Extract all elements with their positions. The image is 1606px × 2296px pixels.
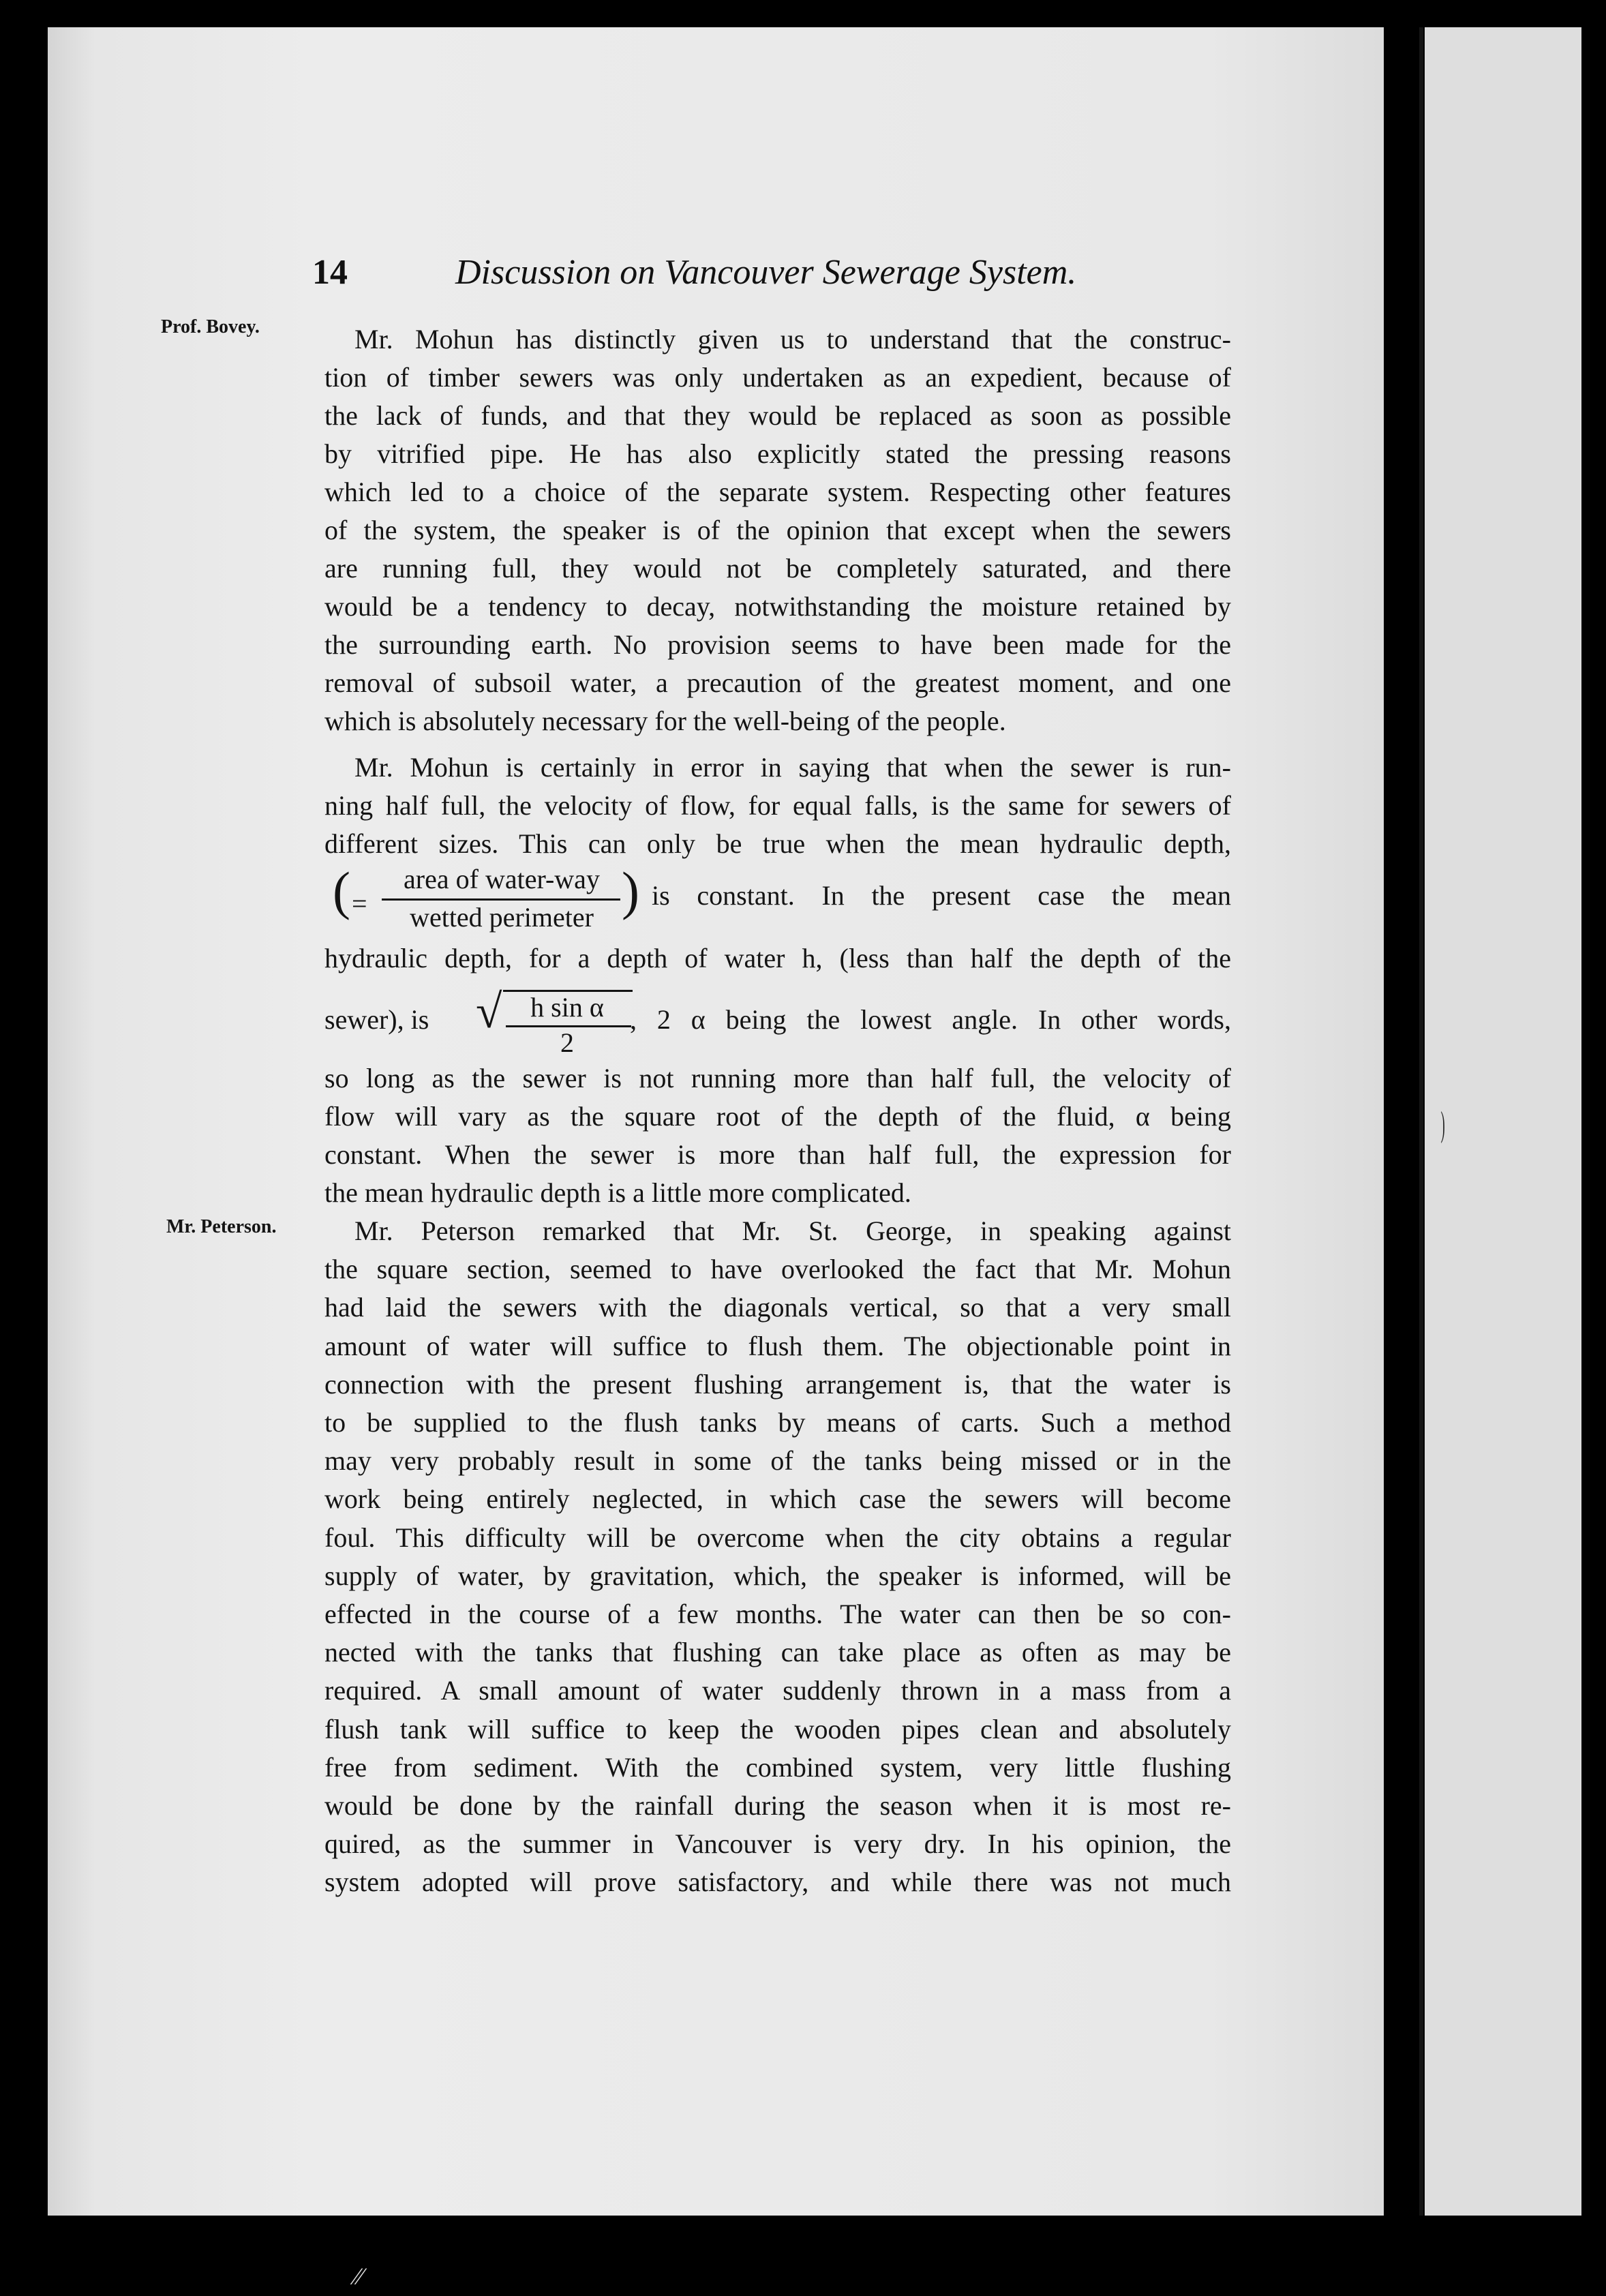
formula2-numerator: h sin α bbox=[530, 992, 604, 1023]
root-depth-formula bbox=[324, 983, 1231, 1058]
body-line: would be a tendency to decay, notwithstanding the moisture retained by bbox=[324, 591, 1231, 622]
body-line: nected with the tanks that flushing can take place as often as may be bbox=[324, 1637, 1231, 1668]
formula-denominator: wetted perimeter bbox=[410, 902, 594, 933]
body-line: removal of subsoil water, a precaution of the greatest moment, and one bbox=[324, 667, 1231, 698]
body-line: amount of water will suffice to flush them. The objectionable point in bbox=[324, 1330, 1231, 1361]
page-header bbox=[312, 252, 1267, 307]
body-line: tion of timber sewers was only undertaken as an expedient, because of bbox=[324, 362, 1231, 393]
body-line: foul. This difficulty will be overcome when the city obtains a regular bbox=[324, 1522, 1231, 1553]
body-line: different sizes. This can only be true when the mean hydraulic depth, bbox=[324, 828, 1231, 859]
body-line: flush tank will suffice to keep the wooden pipes clean and absolutely bbox=[324, 1713, 1231, 1744]
formula-numerator: area of water-way bbox=[404, 864, 600, 894]
hydraulic-depth-formula bbox=[324, 861, 1231, 933]
body-line: free from sediment. With the combined system, very little flushing bbox=[324, 1751, 1231, 1783]
square-root-sign: √ bbox=[476, 986, 502, 1038]
scan-artifact: ⁄⁄ bbox=[354, 2263, 363, 2290]
formula-fraction-bar bbox=[382, 898, 620, 901]
body-line: to be supplied to the flush tanks by means of carts. Such a method bbox=[324, 1407, 1231, 1438]
body-line: the square section, seemed to have overlooked the fact that Mr. Mohun bbox=[324, 1254, 1231, 1285]
body-line: system adopted will prove satisfactory, and while there was not much bbox=[324, 1867, 1231, 1898]
page-number: 14 bbox=[312, 253, 348, 292]
body-line: work being entirely neglected, in which case the sewers will become bbox=[324, 1483, 1231, 1515]
body-line: connection with the present flushing arrangement is, that the water is bbox=[324, 1368, 1231, 1400]
formula-close-paren: ) bbox=[622, 861, 639, 920]
body-line: by vitrified pipe. He has also explicitly stated the pressing reasons bbox=[324, 438, 1231, 469]
body-line: quired, as the summer in Vancouver is very dry. In his opinion, the bbox=[324, 1828, 1231, 1860]
body-line: constant. When the sewer is more than half full, the expression for bbox=[324, 1139, 1231, 1170]
body-line: required. A small amount of water suddenly thrown in a mass from a bbox=[324, 1675, 1231, 1706]
scan-bottom-border bbox=[0, 2216, 1606, 2296]
body-line: hydraulic depth, for a depth of water h, (less than half the depth of the bbox=[324, 943, 1231, 973]
body-line: had laid the sewers with the diagonals vertical, so that a very small bbox=[324, 1292, 1231, 1323]
formula-trailing-text: is constant. In the present case the mean bbox=[652, 880, 1231, 911]
body-line: Mr. Mohun has distinctly given us to understand that the construc- bbox=[354, 324, 1231, 354]
formula2-denominator: 2 bbox=[560, 1027, 574, 1058]
margin-label-prof-bovey: Prof. Bovey. bbox=[161, 316, 260, 337]
body-line: effected in the course of a few months. The water can then be so con- bbox=[324, 1599, 1231, 1629]
formula2-trailing-text: , 2 α being the lowest angle. In other words, bbox=[630, 1004, 1231, 1035]
body-line: would be done by the rainfall during the season when it is most re- bbox=[324, 1790, 1231, 1821]
body-line: so long as the sewer is not running more than half full, the velocity of bbox=[324, 1063, 1231, 1093]
margin-mark: ) bbox=[1440, 1105, 1445, 1144]
formula2-leading-text: sewer), is bbox=[324, 1004, 429, 1035]
body-line: Mr. Mohun is certainly in error in saying that when the sewer is run- bbox=[354, 752, 1231, 783]
body-line: may very probably result in some of the tanks being missed or in the bbox=[324, 1445, 1231, 1477]
body-line: the lack of funds, and that they would be replaced as soon as possible bbox=[324, 400, 1231, 431]
formula-open-paren: ( bbox=[333, 861, 350, 920]
body-line: which led to a choice of the separate system. Respecting other features bbox=[324, 477, 1231, 507]
body-line: flow will vary as the square root of the depth of the fluid, α being bbox=[324, 1101, 1231, 1132]
margin-label-mr-peterson: Mr. Peterson. bbox=[166, 1216, 277, 1237]
running-title: Discussion on Vancouver Sewerage System. bbox=[455, 253, 1077, 292]
adjacent-page-edge bbox=[1425, 27, 1581, 2216]
body-line: Mr. Peterson remarked that Mr. St. George, in speaking against bbox=[354, 1215, 1231, 1246]
body-line: of the system, the speaker is of the opinion that except when the sewers bbox=[324, 515, 1231, 545]
body-line: ning half full, the velocity of flow, for equal falls, is the same for sewers of bbox=[324, 790, 1231, 821]
body-line: the mean hydraulic depth is a little more complicated. bbox=[324, 1177, 911, 1208]
body-line: supply of water, by gravitation, which, the speaker is informed, will be bbox=[324, 1560, 1231, 1591]
formula-equals: = bbox=[352, 888, 367, 919]
body-line: are running full, they would not be completely saturated, and there bbox=[324, 553, 1231, 584]
page-fold-line bbox=[1419, 27, 1423, 2216]
body-line: the surrounding earth. No provision seems to have been made for the bbox=[324, 629, 1231, 660]
body-line: which is absolutely necessary for the well-being of the people. bbox=[324, 706, 1006, 736]
